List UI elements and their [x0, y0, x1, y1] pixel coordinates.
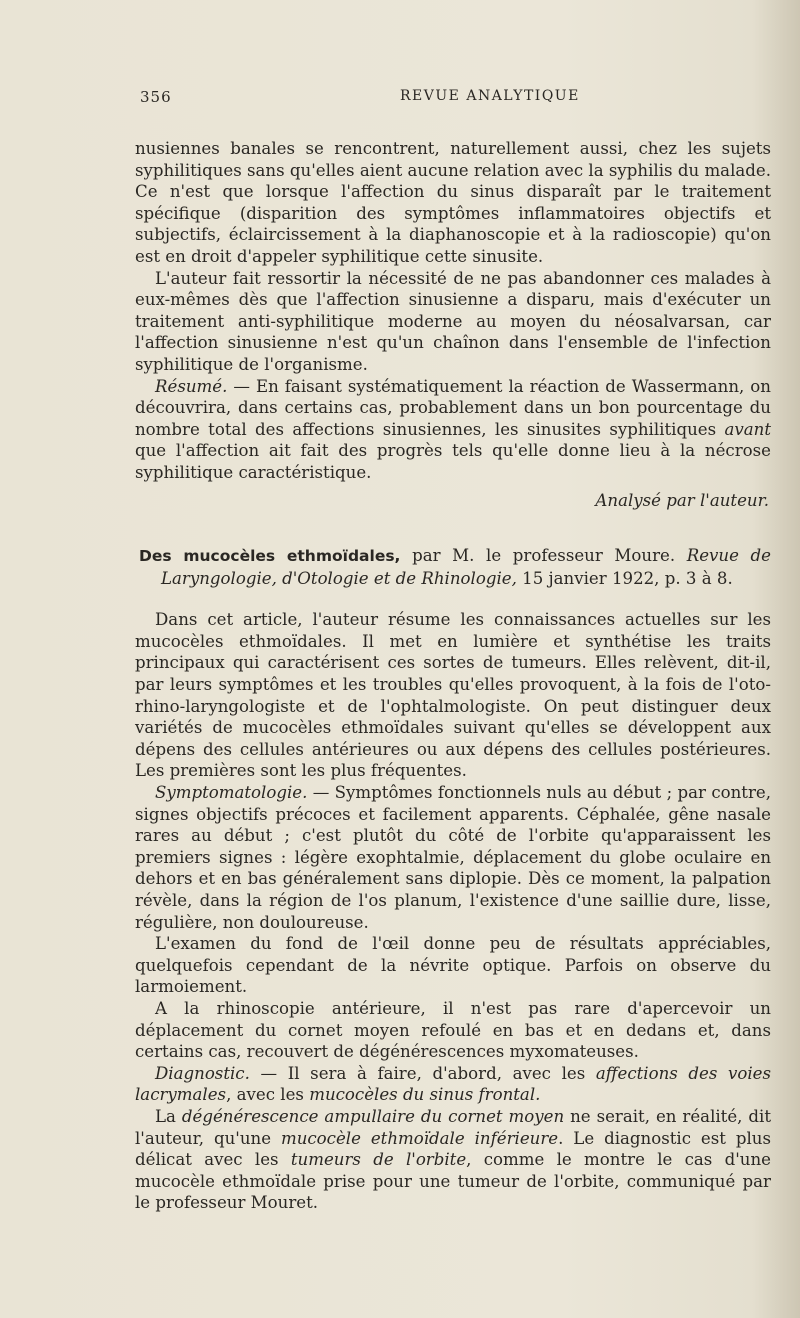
page-body	[135, 138, 771, 1214]
diagnosis-paragraph: Diagnostic. — Il sera à faire, d'abord, avec les affections des voies lacrymales, avec les mucocèles du sinus frontal.	[135, 1063, 771, 1105]
resume-paragraph: Résumé. — En faisant systématiquement la réaction de Wassermann, on découvrira, dans certains cas, probablement dans un bon pourcentage du nombre total des affections sinusiennes, les sinusites syphilitiques avant que l'affection ait fait des progrès tels qu'elle donne lieu à la nécrose syphilitique caractéristique.	[135, 376, 771, 482]
journal-name: Revue de Laryngologie, d'Otologie et de Rhinologie,	[161, 546, 771, 588]
resume-label: Résumé.	[155, 376, 228, 396]
page-number: 356	[140, 88, 172, 106]
paragraph: Dans cet article, l'auteur résume les connaissances actuelles sur les mucocèles ethmoïdales. Il met en lumière et synthétise les traits principaux qui caractérisent ces sortes de tumeurs. Elles relèvent, dit-il, par leurs symptômes et les troubles qu'elles provoquent, à la fois de l'oto-rhino-laryngologiste et de l'ophtalmologiste. On peut distinguer deux variétés de mucocèles ethmoïdales suivant qu'elles se développent aux dépens des cellules antérieures ou aux dépens des cellules postérieures. Les premières sont les plus fréquentes.	[135, 610, 771, 781]
signature: Analysé par l'auteur.	[595, 490, 769, 510]
paragraph: L'auteur fait ressortir la nécessité de ne pas abandonner ces malades à eux-mêmes dès que l'affection sinusienne a disparu, mais d'exécuter un traitement anti-syphilitique moderne au moyen du néosalvarsan, car l'affection sinusienne n'est qu'un chaînon dans l'ensemble de l'infection syphilitique de l'organisme.	[135, 268, 771, 374]
paragraph: L'examen du fond de l'œil donne peu de résultats appréciables, quelquefois cependant de la névrite optique. Parfois on observe du larmoiement.	[135, 934, 771, 997]
paragraph: La dégénérescence ampullaire du cornet moyen ne serait, en réalité, dit l'auteur, qu'une mucocèle ethmoïdale inférieure. Le diagnostic est plus délicat avec les tumeurs de l'orbite, comme le montre le cas d'une mucocèle ethmoïdale prise pour une tumeur de l'orbite, communiqué par le professeur Mouret.	[135, 1106, 772, 1213]
symptomatology-paragraph: Symptomatologie. — Symptômes fonctionnels nuls au début ; par contre, signes objectifs précoces et facilement apparents. Céphalée, gêne nasale rares au début ; c'est plutôt du côté de l'orbite qu'apparaissent les premiers signes : légère exophtalmie, déplacement du globe oculaire en dehors et en bas généralement sans diplopie. Dès ce moment, la palpation révèle, dans la région de l'os planum, l'existence d'une saillie dure, lisse, régulière, non douloureuse.	[135, 783, 771, 932]
paragraph: nusiennes banales se rencontrent, naturellement aussi, chez les sujets syphilitiques sans qu'elles aient aucune relation avec la syphilis du malade. Ce n'est que lorsque l'affection du sinus disparaît par le traitement spécifique (disparition des symptômes inflammatoires objectifs et subjectifs, éclaircissement à la diaphanoscopie et à la radioscopie) qu'on est en droit d'appeler syphilitique cette sinusite.	[135, 139, 771, 266]
article-title: Des mucocèles ethmoïdales, par M. le professeur Moure. Revue de Laryngologie, d'Otologie et de Rhinologie, 15 janvier 1922, p. 3 à 8.	[139, 546, 771, 588]
running-title: REVUE ANALYTIQUE	[400, 88, 580, 104]
paragraph: A la rhinoscopie antérieure, il n'est pas rare d'apercevoir un déplacement du cornet moyen refoulé en bas et en dedans et, dans certains cas, recouvert de dégénérescences myxomateuses.	[135, 998, 771, 1062]
